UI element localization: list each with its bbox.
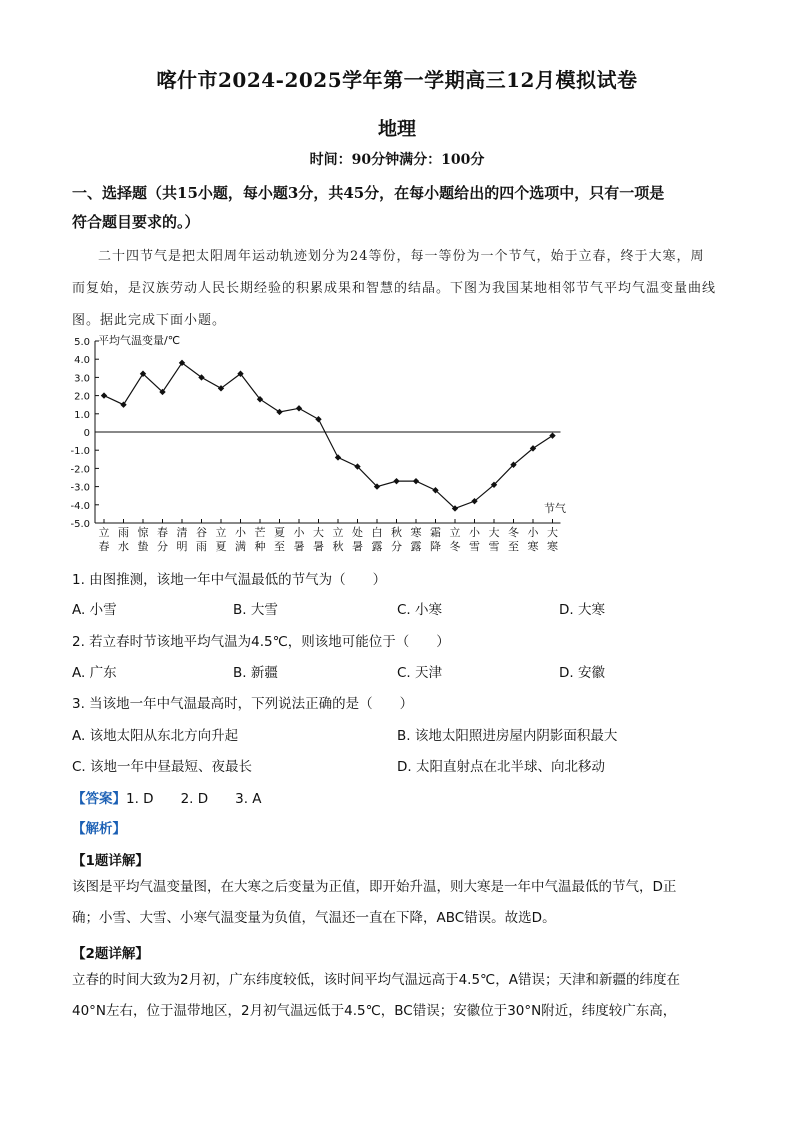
y-tick-label: -4.0: [70, 500, 90, 512]
data-point: [296, 405, 302, 411]
answer-text: 1. D 2. D 3. A: [126, 791, 262, 807]
x-tick-label-top: 大: [547, 526, 558, 539]
x-tick-label-bottom: 暑: [293, 540, 305, 553]
question-1-option-a[interactable]: A. 小雪: [72, 602, 117, 618]
question-1-option-d[interactable]: D. 大寒: [559, 602, 605, 618]
x-tick-label-bottom: 暑: [313, 540, 324, 553]
y-tick-label: -5.0: [70, 519, 90, 530]
x-tick-label-top: 芒: [254, 526, 266, 539]
x-tick-label-bottom: 蛰: [137, 540, 149, 553]
question-2-option-a[interactable]: A. 广东: [72, 665, 117, 681]
question-3-option-c[interactable]: C. 该地一年中昼最短、夜最长: [72, 759, 253, 775]
x-tick-label-top: 冬: [508, 526, 519, 539]
x-tick-label-top: 秋: [391, 526, 402, 539]
x-tick-label-bottom: 满: [235, 540, 246, 553]
intro-line1: 二十四节气是把太阳周年运动轨迹划分为24等份，每一等份为一个节气，始于立春，终于大寒，周: [98, 249, 705, 264]
x-tick-label-top: 霜: [430, 526, 441, 539]
explanation-1-title: 【1题详解】: [72, 853, 149, 869]
x-tick-label-bottom: 露: [371, 540, 383, 553]
x-tick-label-top: 夏: [274, 526, 285, 539]
y-tick-label: 3.0: [74, 373, 90, 385]
x-tick-label-bottom: 暑: [352, 540, 363, 553]
section-heading-line2: 符合题目要求的。）: [72, 213, 200, 231]
question-1-stem: 1. 由图推测，该地一年中气温最低的节气为（ ）: [72, 572, 387, 588]
question-2-stem: 2. 若立春时节该地平均气温为4.5℃，则该地可能位于（ ）: [72, 634, 450, 650]
x-tick-label-bottom: 明: [176, 540, 188, 553]
x-tick-label-top: 小: [235, 526, 246, 539]
x-tick-label-bottom: 雪: [488, 540, 500, 553]
y-tick-label: 1.0: [74, 409, 90, 421]
x-tick-label-bottom: 水: [118, 540, 129, 553]
x-tick-label-top: 春: [157, 526, 168, 539]
data-point: [315, 416, 321, 422]
question-1-option-c[interactable]: C. 小寒: [397, 602, 443, 618]
y-tick-label: 2.0: [74, 391, 90, 403]
x-tick-label-top: 谷: [196, 526, 207, 539]
x-tick-label-top: 立: [332, 526, 344, 539]
y-tick-label: 4.0: [74, 355, 90, 367]
y-tick-label: -1.0: [70, 446, 90, 458]
x-tick-label-top: 小: [469, 526, 480, 539]
question-2-option-c[interactable]: C. 天津: [397, 665, 443, 681]
data-point: [276, 409, 282, 415]
data-point: [393, 478, 399, 484]
question-3-stem: 3. 当该地一年中气温最高时，下列说法正确的是（ ）: [72, 696, 414, 712]
x-tick-label-bottom: 雨: [196, 540, 207, 553]
subject-title: 地理: [377, 118, 416, 140]
x-tick-label-top: 小: [293, 526, 305, 539]
x-tick-label-top: 立: [98, 526, 110, 539]
x-tick-label-top: 小: [527, 526, 539, 539]
y-tick-label: 5.0: [74, 337, 90, 348]
x-tick-label-top: 处: [352, 526, 363, 539]
question-3-option-a[interactable]: A. 该地太阳从东北方向升起: [72, 728, 239, 744]
data-point: [413, 478, 419, 484]
y-axis-label: 平均气温变量/℃: [98, 334, 181, 347]
intro-line2: 而复始，是汉族劳动人民长期经验的积累成果和智慧的结晶。下图为我国某地相邻节气平均气温变量曲线: [72, 281, 717, 296]
time-info: 时间：90分钟满分：100分: [309, 152, 485, 168]
x-tick-label-bottom: 降: [430, 540, 441, 553]
y-tick-label: -3.0: [70, 482, 90, 494]
explanation-1-line2: 确；小雪、大雪、小寒气温变量为负值，气温还一直在下降，ABC错误。故选D。: [72, 910, 556, 926]
x-tick-label-bottom: 夏: [215, 540, 227, 553]
x-tick-label-bottom: 寒: [527, 540, 539, 553]
x-tick-label-top: 惊: [137, 526, 149, 539]
x-tick-label-top: 立: [215, 526, 227, 539]
question-3-option-b[interactable]: B. 该地太阳照进房屋内阴影面积最大: [397, 728, 618, 744]
x-tick-label-bottom: 冬: [449, 540, 461, 553]
data-point: [120, 402, 126, 408]
exam-title: 喀什市2024-2025学年第一学期高三12月模拟试卷: [156, 68, 638, 92]
x-tick-label-bottom: 种: [254, 540, 266, 553]
analysis-tag: 【解析】: [72, 821, 126, 837]
data-point: [549, 432, 555, 438]
x-tick-label-bottom: 露: [410, 540, 422, 553]
temperature-change-chart: [0, 330, 794, 560]
x-tick-label-top: 大: [488, 526, 500, 539]
explanation-2-title: 【2题详解】: [72, 946, 149, 962]
x-tick-label-bottom: 至: [508, 540, 519, 553]
question-2-option-d[interactable]: D. 安徽: [559, 665, 605, 681]
x-tick-label-bottom: 雪: [469, 540, 480, 553]
x-tick-label-top: 清: [176, 526, 188, 539]
x-tick-label-top: 立: [449, 526, 461, 539]
question-3-option-d[interactable]: D. 太阳直射点在北半球、向北移动: [397, 759, 605, 775]
x-tick-label-bottom: 分: [157, 540, 168, 553]
explanation-2-line2: 40°N左右，位于温带地区，2月初气温远低于4.5℃，BC错误；安徽位于30°N附近，纬度较广东高，: [72, 1003, 677, 1019]
x-tick-label-top: 寒: [410, 526, 422, 539]
question-1-option-b[interactable]: B. 大雪: [233, 602, 278, 618]
x-tick-label-bottom: 分: [391, 540, 402, 553]
x-tick-label-top: 大: [313, 526, 324, 539]
intro-line3: 图。据此完成下面小题。: [72, 313, 227, 328]
explanation-2-body: [72, 965, 722, 1027]
y-tick-label: 0: [83, 428, 90, 439]
answer-line: [72, 787, 262, 807]
explanation-1-line1: 该图是平均气温变量图，在大寒之后变量为正值，即开始升温，则大寒是一年中气温最低的节气，D正: [72, 879, 677, 895]
x-axis-label: 节气: [544, 502, 566, 515]
question-2-option-b[interactable]: B. 新疆: [233, 665, 278, 681]
explanation-1-body: [72, 872, 722, 934]
x-tick-label-top: 白: [371, 526, 383, 539]
x-tick-label-bottom: 春: [98, 540, 110, 553]
y-tick-label: -2.0: [70, 464, 90, 476]
series-line: [104, 363, 553, 509]
section-heading-line1: 一、选择题（共15小题，每小题3分，共45分，在每小题给出的四个选项中，只有一项是: [72, 184, 665, 202]
explanation-2-line1: 立春的时间大致为2月初，广东纬度较低，该时间平均气温远高于4.5℃，A错误；天津和新疆的纬度在: [72, 972, 680, 988]
x-tick-label-top: 雨: [118, 526, 129, 539]
data-point: [335, 454, 341, 460]
data-point: [101, 392, 107, 398]
x-tick-label-bottom: 秋: [332, 540, 344, 553]
x-tick-label-bottom: 至: [274, 540, 285, 553]
x-tick-label-bottom: 寒: [547, 540, 558, 553]
answer-tag: 【答案】: [72, 791, 126, 807]
